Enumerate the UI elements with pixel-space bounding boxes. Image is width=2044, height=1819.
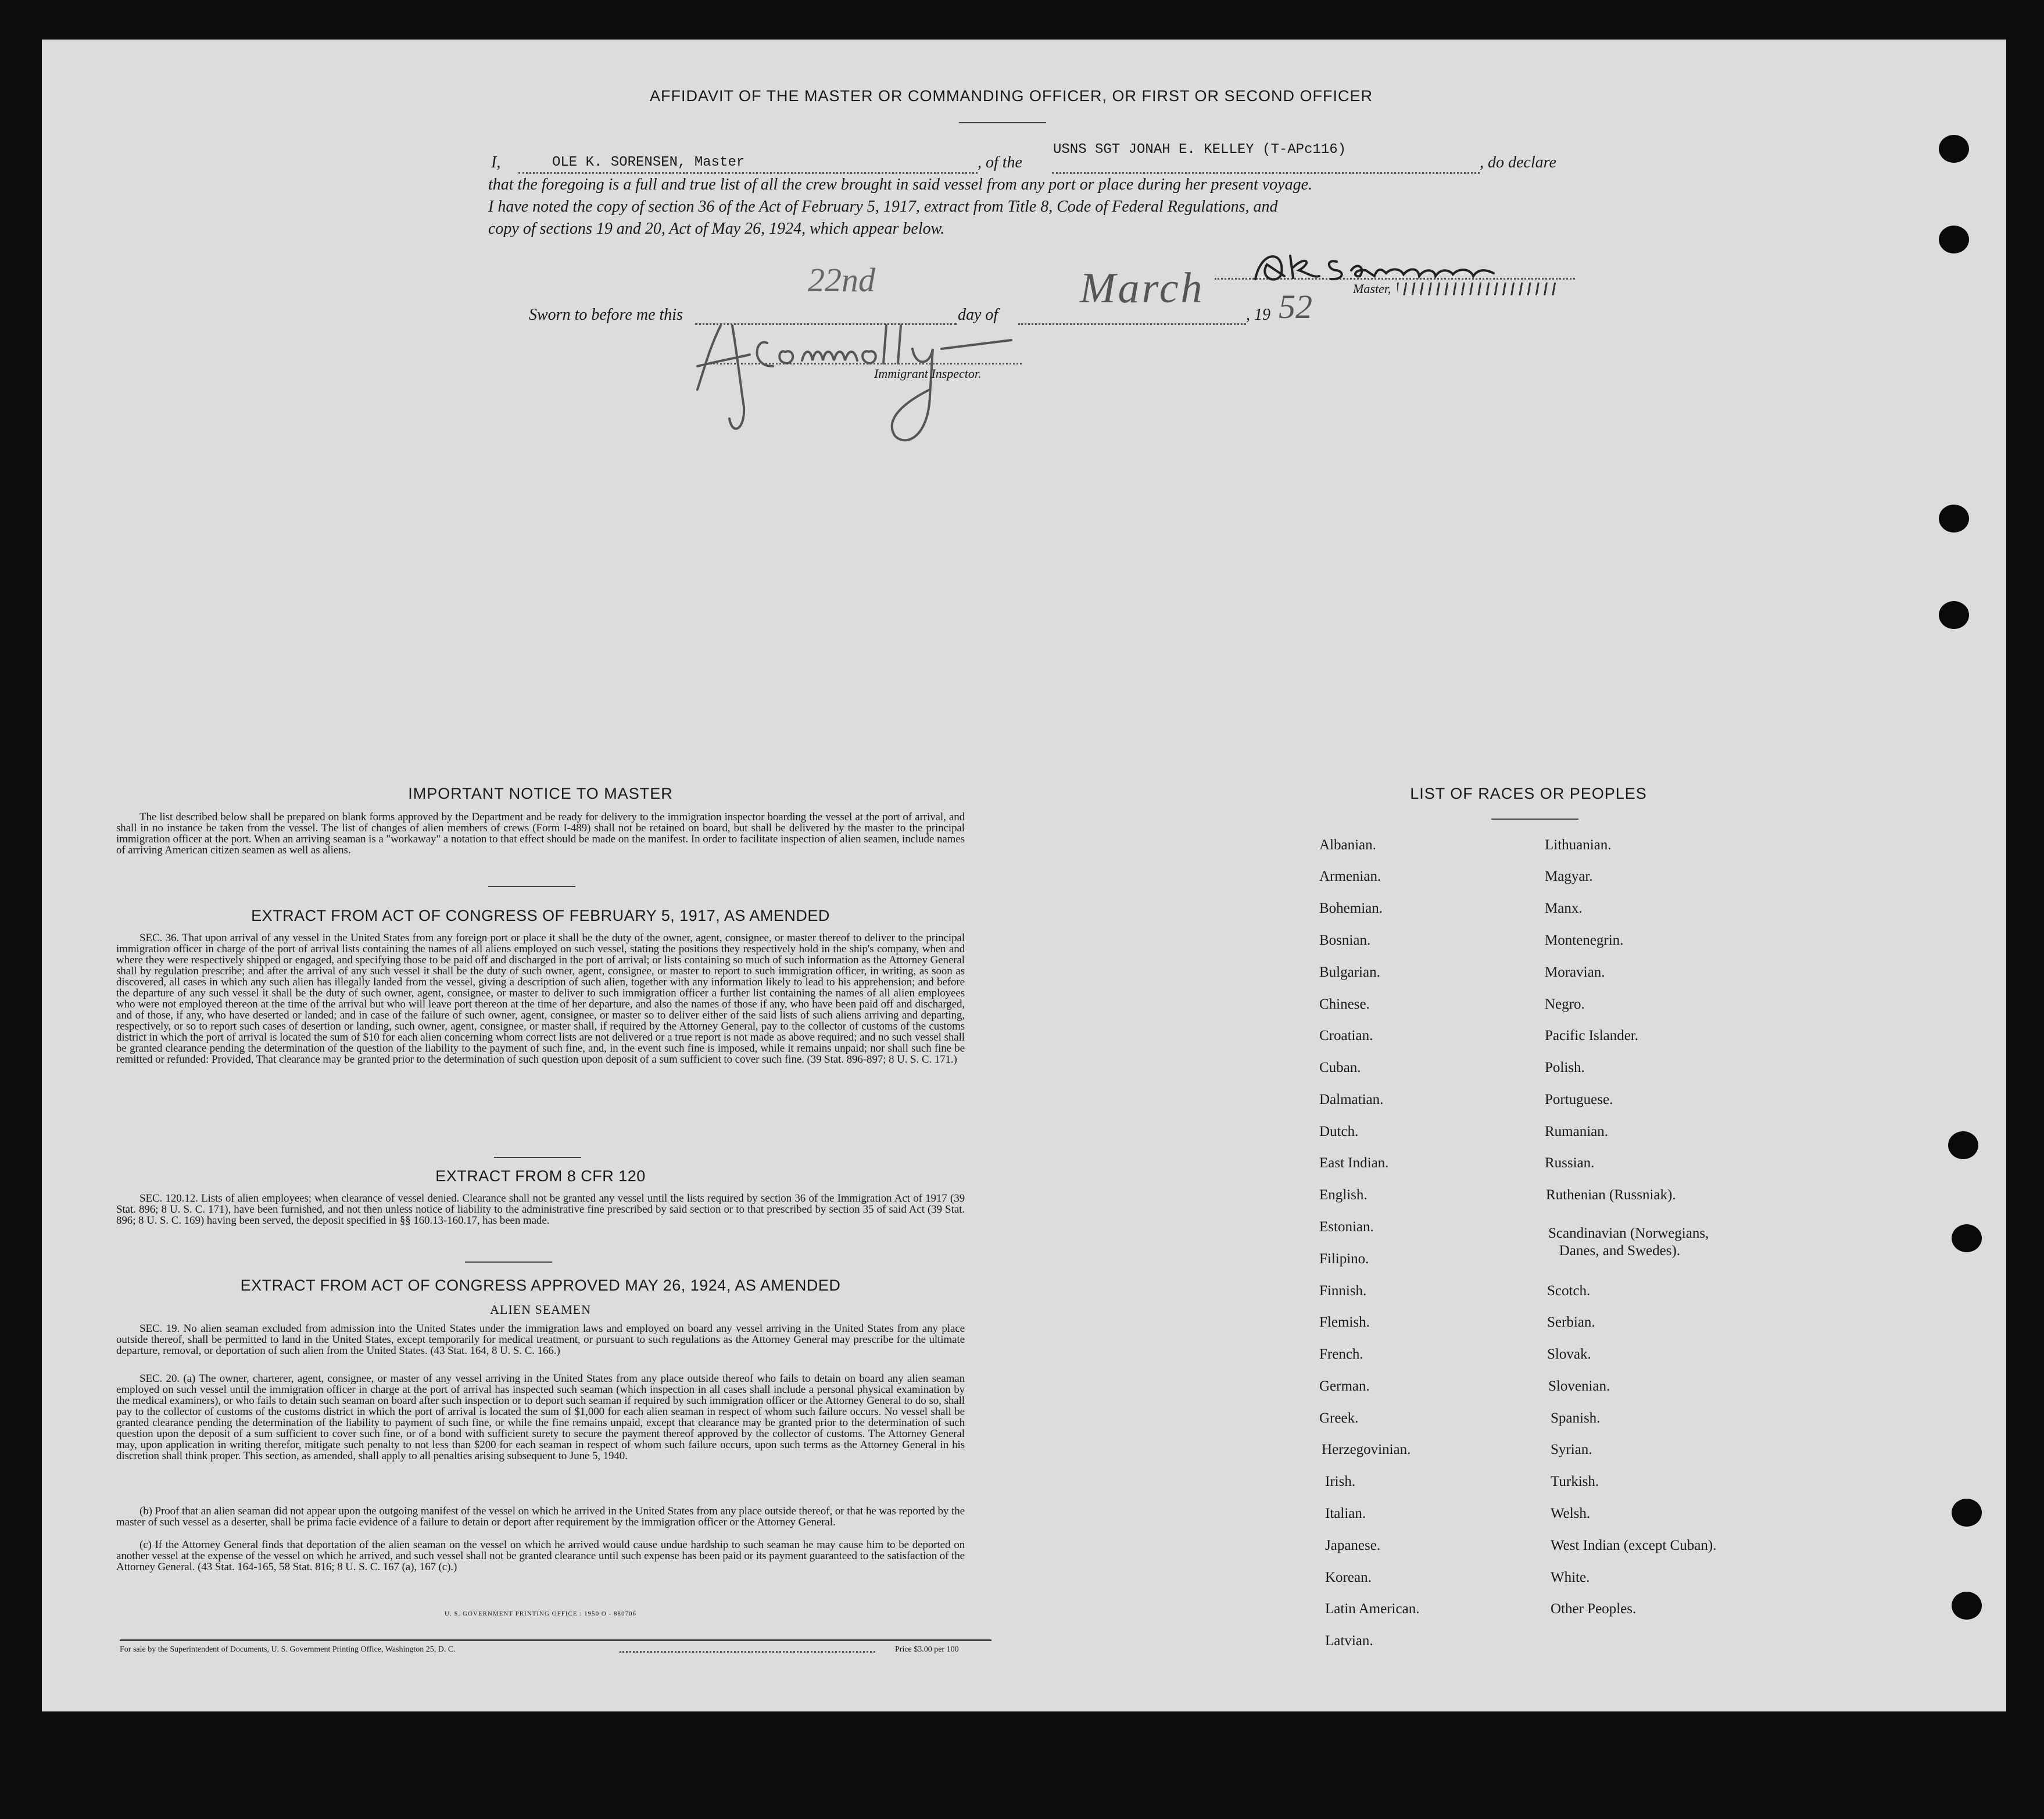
extract-cfr-title: EXTRACT FROM 8 CFR 120 <box>435 1167 646 1185</box>
extract-1924-sec20c: (c) If the Attorney General finds that deportation of the alien seaman on the vessel on which he arrived would cause undue hardship to such seaman he may cause him to be deported on another vessel at the expense of the vessel on which he arrived, and such vessel shall not be granted clearance until such expense has been paid or its payment guaranteed to the satisfaction of the Attorney General. (43 Stat. 164-165, 58 Stat. 816; 8 U. S. C. 167 (a), 167 (c).) <box>116 1539 965 1573</box>
punch-hole <box>1939 505 1969 533</box>
extract-1924-sec20b: (b) Proof that an alien seaman did not appear upon the outgoing manifest of the vessel on which he arrived in the United States from any place outside thereof, or that he was reported by the master of such vessel as a deserter, shall be prima facie evidence of a failure to detain or deport after requirement by the immigration officer or the Attorney General. <box>116 1505 965 1528</box>
race-item: Turkish. <box>1551 1474 1599 1489</box>
extract-1924-subtitle: ALIEN SEAMEN <box>490 1302 591 1317</box>
inspector-signature <box>686 302 1058 448</box>
race-item: Spanish. <box>1551 1410 1601 1426</box>
race-item: Negro. <box>1545 996 1585 1012</box>
year-value: 52 <box>1279 288 1312 326</box>
notice-rule <box>488 886 575 887</box>
race-item: Russian. <box>1545 1155 1595 1171</box>
race-item: Portuguese. <box>1545 1092 1613 1107</box>
struck-officer-title <box>1397 283 1560 295</box>
punch-hole <box>1939 226 1969 253</box>
do-declare-label: , do declare <box>1480 153 1556 171</box>
extract-1924-sec19: SEC. 19. No alien seaman excluded from admission into the United States under the immigration laws and employed on board any vessel arriving in the United States from any place outside thereof, shall be permitted to land in the United States, except temporarily for medical treatment, or pursuant to such regulations as the Attorney General may prescribe for the ultimate departure, removal, or deportation of such alien from the United States. (43 Stat. 164, 8 U. S. C. 166.) <box>116 1323 965 1357</box>
affidavit-line-3: I have noted the copy of section 36 of the Act of February 5, 1917, extract from Title 8, Code of Federal Regulations, and <box>488 198 1278 216</box>
inspector-label: Immigrant Inspector. <box>874 366 982 381</box>
race-item: Croatian. <box>1319 1028 1373 1043</box>
footer-dots <box>620 1651 875 1653</box>
race-item: Scotch. <box>1547 1283 1591 1299</box>
race-item: English. <box>1319 1187 1368 1203</box>
footer-left: For sale by the Superintendent of Documents, U. S. Government Printing Office, Washington 25, D. C. <box>120 1645 456 1654</box>
punch-hole <box>1952 1499 1982 1527</box>
race-item: Latin American. <box>1325 1601 1420 1617</box>
race-item: Polish. <box>1545 1060 1585 1075</box>
race-item: Irish. <box>1325 1474 1356 1489</box>
footer-right: Price $3.00 per 100 <box>895 1645 959 1654</box>
notice-title: IMPORTANT NOTICE TO MASTER <box>408 785 673 802</box>
race-item: Herzegovinian. <box>1322 1442 1411 1457</box>
gpo-line: U. S. GOVERNMENT PRINTING OFFICE : 1950 O - 880706 <box>444 1610 636 1617</box>
race-item: Magyar. <box>1545 869 1593 884</box>
punch-hole <box>1952 1224 1982 1252</box>
race-item: Manx. <box>1545 900 1583 916</box>
punch-hole <box>1939 601 1969 629</box>
race-item: Albanian. <box>1319 837 1376 853</box>
race-item: Scandinavian (Norwegians, <box>1548 1225 1709 1241</box>
race-item: Serbian. <box>1547 1314 1595 1330</box>
day-value: 22nd <box>808 261 875 299</box>
race-item: Syrian. <box>1551 1442 1592 1457</box>
race-item: Danes, and Swedes). <box>1548 1243 1681 1259</box>
race-item: Dutch. <box>1319 1124 1359 1139</box>
year-prefix: , 19 <box>1246 306 1270 324</box>
races-title: LIST OF RACES OR PEOPLES <box>1410 785 1647 802</box>
race-item: Filipino. <box>1319 1251 1369 1267</box>
race-item: Japanese. <box>1325 1538 1381 1553</box>
race-item: Bosnian. <box>1319 932 1371 948</box>
master-label: Master, <box>1353 281 1391 296</box>
declarant-dotline <box>518 172 978 174</box>
footer-rule <box>120 1639 991 1641</box>
race-item: Other Peoples. <box>1551 1601 1637 1617</box>
of-the-label: , of the <box>978 153 1022 171</box>
race-item: Moravian. <box>1545 964 1605 980</box>
race-item: Bulgarian. <box>1319 964 1380 980</box>
race-item: Lithuanian. <box>1545 837 1612 853</box>
races-title-rule <box>1491 819 1578 820</box>
race-item: East Indian. <box>1319 1155 1389 1171</box>
race-item: Armenian. <box>1319 869 1381 884</box>
race-item: Finnish. <box>1319 1283 1367 1299</box>
month-value: March <box>1080 265 1205 312</box>
extract-1924-sec20a: SEC. 20. (a) The owner, charterer, agent, consignee, or master of any vessel arriving in the United States from any place outside thereof who fails to detain on board any alien seaman employed on such vessel until the immigration officer in charge at the port of arrival has inspected such seaman (which inspection in all cases shall include a personal physical examination by the medical examiners), or who fails to detain such seaman on board after such inspection or to deport such seaman if required by such immigration officer or the Attorney General to do so, shall pay to the collector of customs of the customs district in which the port of arrival is located the sum of $1,000 for each alien seaman in respect of whom such failure occurs. No vessel shall be granted clearance pending the determination of the liability to payment of such fine, or while the fine remains unpaid, except that clearance may be granted prior to the determination of such question upon the deposit of a sum sufficient to cover such fine, or of a bond with sufficient surety to secure the payment thereof approved by the collector of customs. The Attorney General may, upon application in writing therefor, mitigate such penalty to not less than $200 for each seaman in respect of whom such failure occurs, upon such terms as the Attorney General in his discretion shall think proper. This section, as amended, shall apply to all penalties arising subsequent to June 5, 1940. <box>116 1373 965 1462</box>
race-item: Slovenian. <box>1548 1378 1610 1394</box>
race-item: Cuban. <box>1319 1060 1361 1075</box>
punch-hole <box>1952 1592 1982 1620</box>
i-word: I, <box>491 153 501 171</box>
day-of-label: day of <box>958 306 998 324</box>
race-item: Latvian. <box>1325 1633 1373 1649</box>
affidavit-line-2: that the foregoing is a full and true list of all the crew brought in said vessel from any port or place during her present voyage. <box>488 176 1313 194</box>
race-item: Greek. <box>1319 1410 1359 1426</box>
race-item: Pacific Islander. <box>1545 1028 1639 1043</box>
affidavit-line-4: copy of sections 19 and 20, Act of May 26, 1924, which appear below. <box>488 220 945 238</box>
race-item: Rumanian. <box>1545 1124 1609 1139</box>
race-item: Flemish. <box>1319 1314 1370 1330</box>
affidavit-title-rule <box>959 122 1046 123</box>
extract-cfr-body: SEC. 120.12. Lists of alien employees; when clearance of vessel denied. Clearance shall not be granted any vessel until the lists required by section 36 of the Immigration Act of 1917 (39 Stat. 896; 8 U. S. C. 171), have been furnished, and not then unless notice of liability to the administrative fine prescribed by said section or to that prescribed by section 35 of said Act (39 Stat. 896; 8 U. S. C. 169) having been served, the deposit specified in §§ 160.13-160.17, has been made. <box>116 1192 965 1227</box>
race-item: Estonian. <box>1319 1219 1374 1235</box>
race-item: Bohemian. <box>1319 900 1383 916</box>
race-item: Chinese. <box>1319 996 1370 1012</box>
race-item: White. <box>1551 1570 1590 1585</box>
extract-1917-title: EXTRACT FROM ACT OF CONGRESS OF FEBRUARY 5, 1917, AS AMENDED <box>251 907 830 924</box>
vessel-field: USNS SGT JONAH E. KELLEY (T-APc116) <box>1053 142 1347 158</box>
extract-cfr-rule-top <box>494 1157 581 1158</box>
punch-hole <box>1939 135 1969 163</box>
race-item: German. <box>1319 1378 1370 1394</box>
race-item: Slovak. <box>1547 1346 1591 1362</box>
race-item: French. <box>1319 1346 1363 1362</box>
race-item: West Indian (except Cuban). <box>1551 1538 1717 1553</box>
race-item: Korean. <box>1325 1570 1372 1585</box>
notice-body: The list described below shall be prepared on blank forms approved by the Department and be ready for delivery to the immigration inspector boarding the vessel at the port of arrival, and shall in no instance be taken from the vessel. The list of changes of alien members of crews (Form I-489) shall not be retained on board, but shall be delivered by the master to the principal immigration officer at the port. When an arriving seaman is a "workaway" a notation to that effect should be made on the manifest. In order to facilitate inspection of alien seamen, include names of arriving American citizen seamen as well as aliens. <box>116 811 965 856</box>
race-item: Welsh. <box>1551 1506 1591 1521</box>
extract-cfr-rule-bottom <box>465 1261 552 1263</box>
extract-1917-body: SEC. 36. That upon arrival of any vessel in the United States from any foreign port or place it shall be the duty of the owner, agent, consignee, or master thereof to deliver to the principal immigration officer in charge of the port of arrival lists containing the names of all aliens employed on such vessel, stating the positions they respectively hold in the ship's company, when and where they were respectively shipped or engaged, and specifying those to be paid off and discharged in the port of arrival; or lists containing so much of such information as the Attorney General shall by regulation prescribe; and after the arrival of any such vessel it shall be the duty of such owner, agent, consignee, or master to report to such immigration officer, in writing, as soon as discovered, all cases in which any such alien has illegally landed from the vessel, giving a description of such alien, together with any information likely to lead to his apprehension; and before the departure of any such vessel it shall be the duty of such owner, agent, consignee, or master to deliver to such immigration officer a further list containing the names of all alien employees who were not employed thereon at the time of the arrival but who will leave port thereon at the time of her departure, and also the names of those if any, who have been paid off and discharged, and of those, if any, who have deserted or landed; and in case of the failure of such owner, agent, consignee, or master so to deliver either of the said lists of such aliens arriving and departing, respectively, or so to report such cases of desertion or landing, such owner, agent, consignee, or master shall, if required by the Attorney General, pay to the collector of customs of the customs district in which the port of arrival is located the sum of $10 for each alien concerning whom correct lists are not delivered or a true report is not made as above required; and no such vessel shall be granted clearance pending the determination of the question of the liability to the payment of such fine, and, in the event such fine is imposed, while it remains unpaid; nor shall such fine be remitted or refunded: Provided, That clearance may be granted prior to the determination of such question upon deposit of a sum sufficient to cover such fine. (39 Stat. 896-897; 8 U. S. C. 171.) <box>116 932 965 1066</box>
extract-1924-title: EXTRACT FROM ACT OF CONGRESS APPROVED MAY 26, 1924, AS AMENDED <box>240 1277 841 1294</box>
declarant-field: OLE K. SORENSEN, Master <box>552 155 745 170</box>
vessel-dotline <box>1052 172 1480 174</box>
punch-hole <box>1948 1131 1978 1159</box>
affidavit-title: AFFIDAVIT OF THE MASTER OR COMMANDING OFFICER, OR FIRST OR SECOND OFFICER <box>649 87 1373 105</box>
race-item: Ruthenian (Russniak). <box>1546 1187 1676 1203</box>
race-item: Dalmatian. <box>1319 1092 1384 1107</box>
sworn-label: Sworn to before me this <box>529 306 683 324</box>
race-item: Montenegrin. <box>1545 932 1624 948</box>
race-item: Italian. <box>1325 1506 1366 1521</box>
